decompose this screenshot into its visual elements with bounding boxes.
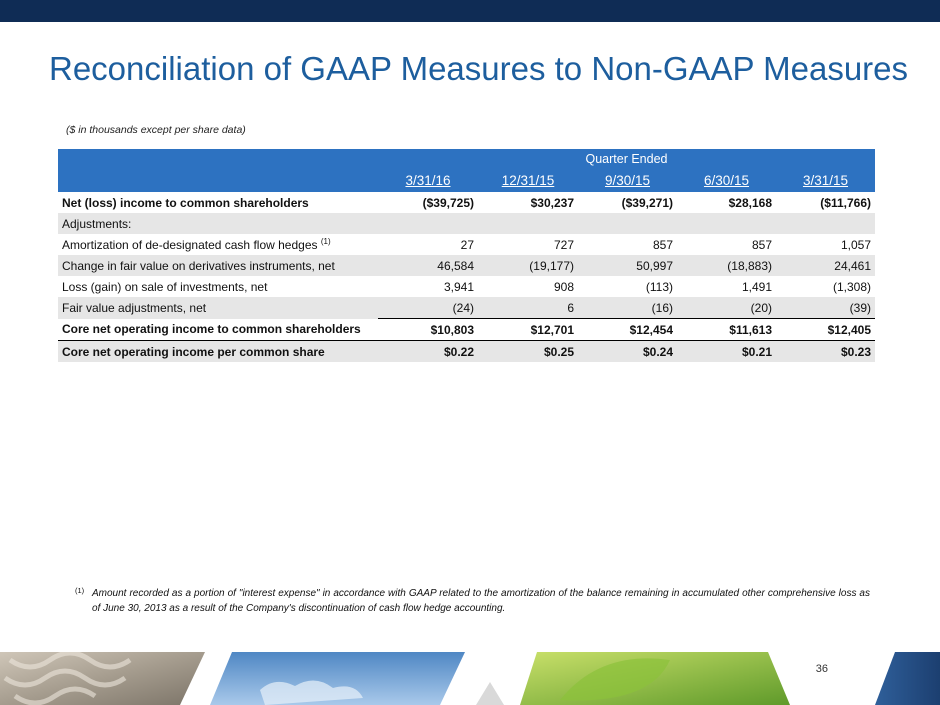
table-cell: 857 [751,237,772,252]
quarter-ended-header: Quarter Ended [378,149,875,168]
row-label: Change in fair value on derivatives instruments, net [58,255,378,276]
table-cell: (19,177) [478,255,578,276]
table-cell: (113) [645,279,673,294]
footnote-text: Amount recorded as a portion of "interest expense" in accordance with GAAP related to the amortization of the balance remaining in accumulated other comprehensive loss as of June 30, 2013 as a result of the Company's discontinuation of cash flow hedge accounting. [92,588,870,614]
row-label: Net (loss) income to common shareholders [62,195,309,210]
blue-image-panel [875,652,940,705]
table-cell: $10,803 [378,319,478,341]
table-cell: 908 [553,279,574,294]
header-blank-cell [58,149,378,168]
rope-image-panel [0,652,205,705]
column-header: 6/30/15 [677,168,776,192]
reconciliation-table [58,149,875,362]
header-blank-cell [58,168,378,192]
table-cell: $28,168 [728,195,772,210]
table-cell: (20) [677,297,776,319]
column-header: 3/31/15 [776,168,875,192]
table-cell: $0.22 [378,341,478,363]
table-cell: $11,613 [677,319,776,341]
row-label-cell [58,234,378,255]
table-row-core-income [58,319,875,341]
row-label: Loss (gain) on sale of investments, net [62,279,268,294]
row-label: Core net operating income to common shareholders [58,319,378,341]
row-label: Adjustments: [58,213,378,234]
table-cell: (1,308) [832,279,871,294]
table-cell: $0.21 [677,341,776,363]
table-cell: (16) [578,297,677,319]
table-cell: 1,057 [840,237,871,252]
page-title: Reconciliation of GAAP Measures to Non-GAAP Measures [49,50,909,87]
column-header: 9/30/15 [578,168,677,192]
table-row-adjustments [58,213,875,234]
table-cell: 857 [652,237,673,252]
footer-image-banner [0,652,940,705]
page-number: 36 [815,663,828,675]
row-label: Core net operating income per common share [58,341,378,363]
table-row-fair-value [58,297,875,319]
row-label: Fair value adjustments, net [58,297,378,319]
top-bar [0,0,940,22]
table-cell: (39) [776,297,875,319]
table-cell: $12,454 [578,319,677,341]
table-group-header-row [58,149,875,168]
column-header: 12/31/15 [478,168,578,192]
unit-note: ($ in thousands except per share data) [66,124,246,136]
table-cell: ($39,725) [422,195,474,210]
table-cell: 50,997 [578,255,677,276]
table-cell: $0.23 [776,341,875,363]
table-cell: $12,405 [776,319,875,341]
table-row-amortization [58,234,875,255]
table-row-net-income [58,192,875,213]
table-row-derivatives [58,255,875,276]
table-column-header-row [58,168,875,192]
table-cell: ($11,766) [820,195,871,210]
table-cell: 1,491 [741,279,772,294]
row-label: Amortization of de-designated cash flow hedges [62,237,318,252]
table-cell: ($39,271) [621,195,673,210]
table-cell: 27 [460,237,474,252]
footnote [75,586,870,616]
table-cell: 727 [553,237,574,252]
table-row-core-per-share [58,341,875,363]
footnote-marker: (1) [75,586,85,595]
table-cell: 6 [478,297,578,319]
table-row-investments [58,276,875,297]
divider-triangle [476,682,504,705]
table-cell: (24) [378,297,478,319]
table-cell: $0.25 [478,341,578,363]
footnote-ref: (1) [320,236,331,246]
table-cell: 46,584 [378,255,478,276]
table-cell: 3,941 [443,279,474,294]
table-cell: (18,883) [677,255,776,276]
table-cell: $30,237 [530,195,574,210]
column-header: 3/31/16 [378,168,478,192]
table-cell: $0.24 [578,341,677,363]
table-cell: 24,461 [776,255,875,276]
table-cell: $12,701 [478,319,578,341]
